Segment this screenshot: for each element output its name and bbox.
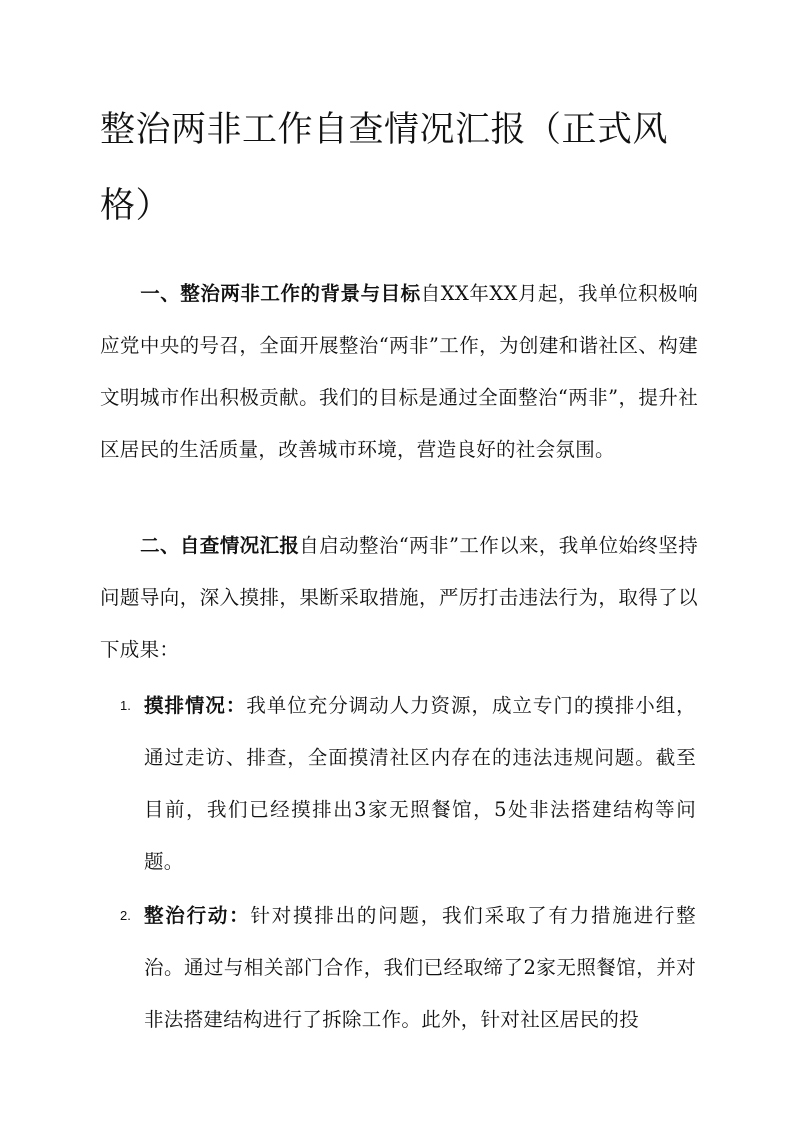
section-2-heading: 二、自查情况汇报 xyxy=(140,534,300,557)
section-1-body: 自XX年XX月起，我单位积极响应党中央的号召，全面开展整治“两非”工作，为创建和谐社区、构建文明城市作出积极贡献。我们的目标是通过全面整治“两非”，提升社区居民的生活质量，改善城市环境，营造良好的社会氛围。 xyxy=(100,282,699,461)
list-item-body: 我单位充分调动人力资源，成立专门的摸排小组，通过走访、排查，全面摸清社区内存在的违法违规问题。截至目前，我们已经摸排出3家无照餐馆，5处非法搭建结构等问题。 xyxy=(144,694,696,873)
document-title: 整治两非工作自查情况汇报（正式风格） xyxy=(100,110,669,226)
list-item-label: 摸排情况： xyxy=(144,694,247,717)
section-1-paragraph xyxy=(100,268,698,476)
list-item-text xyxy=(144,890,696,1046)
list-item-text xyxy=(144,680,696,888)
list-item-body: 针对摸排出的问题，我们采取了有力措施进行整治。通过与相关部门合作，我们已经取缔了2家无照餐馆，并对非法搭建结构进行了拆除工作。此外，针对社区居民的投 xyxy=(144,904,696,1031)
section-2-paragraph xyxy=(100,520,698,676)
list-item-label: 整治行动： xyxy=(144,904,251,927)
section-1-heading: 一、整治两非工作的背景与目标 xyxy=(140,282,421,305)
section-2-body: 自启动整治“两非”工作以来，我单位始终坚持问题导向，深入摸排，果断采取措施，严厉打击违法行为，取得了以下成果： xyxy=(100,534,698,661)
list-item-number: 1. xyxy=(120,698,131,713)
list-item-number: 2. xyxy=(120,908,131,923)
